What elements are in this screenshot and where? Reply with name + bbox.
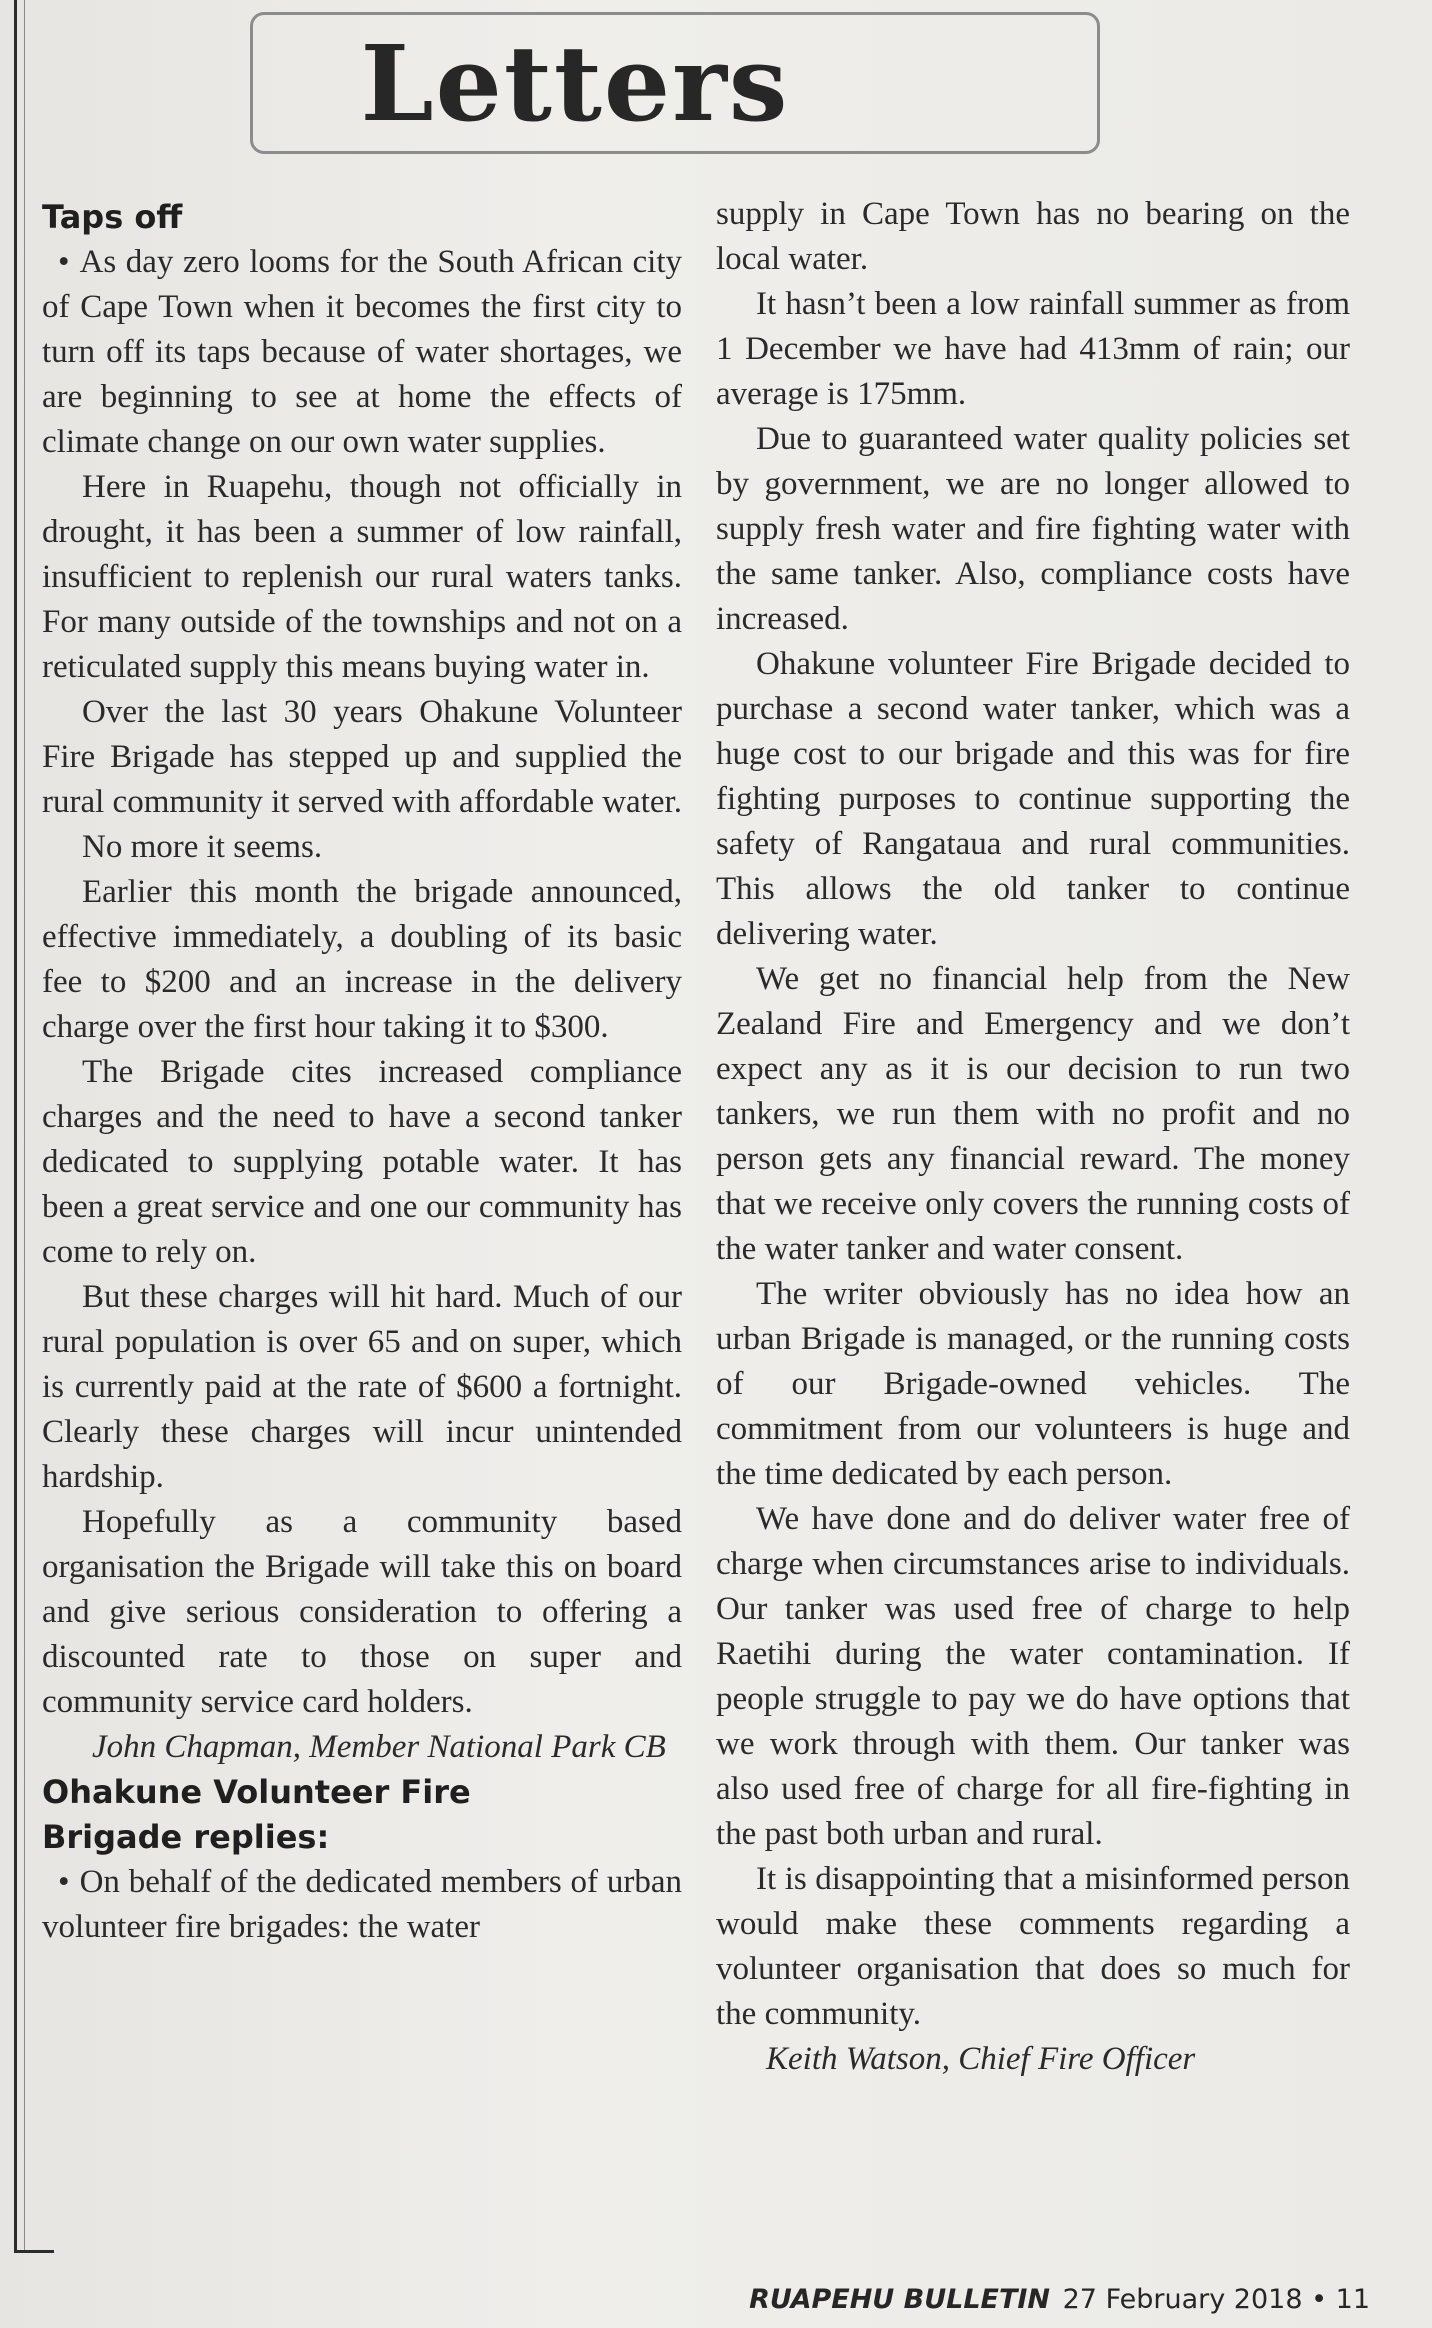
letter-paragraph: Due to guaranteed water quality policies set by government, we are no longer allowed to supply fresh water and fire fighting water with the same tanker. Also, compliance costs have increased. (716, 421, 1350, 637)
letter-paragraph: Over the last 30 years Ohakune Volunteer Fire Brigade has stepped up and supplied the rural community it served with affordable water. (42, 694, 682, 820)
page-number: 11 (1335, 2284, 1370, 2315)
letter-paragraph: It hasn’t been a low rainfall summer as from 1 December we have had 413mm of rain; our average is 175mm. (716, 286, 1350, 412)
letter-signature: Keith Watson, Chief Fire Officer (766, 2041, 1196, 2077)
right-column (716, 192, 1350, 2082)
letter-paragraph: • On behalf of the dedicated members of urban volunteer fire brigades: the water (42, 1864, 682, 1945)
publication-name: RUAPEHU BULLETIN (749, 2284, 1051, 2315)
letter-headline: Taps off (42, 198, 183, 236)
bullet-icon: • (58, 244, 70, 280)
bullet-icon: • (58, 1864, 70, 1900)
letter-paragraph: But these charges will hit hard. Much of our rural population is over 65 and on super, which is currently paid at the rate of $600 a fortnight. Clearly these charges will incur unintended hardship. (42, 1279, 682, 1495)
page-footer (630, 2284, 1370, 2315)
column-rule-thin (24, 0, 25, 2250)
section-masthead (250, 12, 1100, 154)
letter-paragraph: We have done and do deliver water free of charge when circumstances arise to individuals. Our tanker was used free of charge to help Raetihi during the water contamination. If people struggle to pay we do have options that we work through with them. Our tanker was also used free of charge for all fire-fighting in the past both urban and rural. (716, 1501, 1350, 1852)
column-rule (14, 0, 17, 2250)
letter-paragraph: The Brigade cites increased compliance charges and the need to have a second tanker dedicated to supplying potable water. It has been a great service and one our community has come to rely on. (42, 1054, 682, 1270)
section-title: Letters (360, 21, 790, 145)
bottom-rule (14, 2250, 54, 2253)
letter-paragraph: The writer obviously has no idea how an urban Brigade is managed, or the running costs of our Brigade-owned vehicles. The commitment from our volunteers is huge and the time dedicated by each person. (716, 1276, 1350, 1492)
letter-paragraph: Hopefully as a community based organisation the Brigade will take this on board and give serious consideration to offering a discounted rate to those on super and community service card holders. (42, 1504, 682, 1720)
left-column (42, 195, 682, 1950)
letter-paragraph: We get no financial help from the New Zealand Fire and Emergency and we don’t expect any as it is our decision to run two tankers, we run them with no profit and no person gets any financial reward. The money that we receive only covers the running costs of the water tanker and water consent. (716, 961, 1350, 1267)
letter-paragraph: Earlier this month the brigade announced, effective immediately, a doubling of its basic fee to $200 and an increase in the delivery charge over the first hour taking it to $300. (42, 874, 682, 1045)
letter-paragraph: supply in Cape Town has no bearing on the local water. (716, 196, 1350, 277)
letter-paragraph: Ohakune volunteer Fire Brigade decided to purchase a second water tanker, which was a huge cost to our brigade and this was for fire fighting purposes to continue supporting the safety of Rangataua and rural communities. This allows the old tanker to continue delivering water. (716, 646, 1350, 952)
issue-date: 27 February 2018 (1062, 2284, 1303, 2315)
letter-paragraph: • As day zero looms for the South African city of Cape Town when it becomes the first city to turn off its taps because of water shortages, we are beginning to see at home the effects of climate change on our own water supplies. (42, 244, 682, 460)
letter-signature: John Chapman, Member National Park CB (92, 1729, 666, 1765)
reply-headline: Ohakune Volunteer Fire Brigade replies: (42, 1773, 471, 1856)
letter-paragraph: It is disappointing that a misinformed person would make these comments regarding a volunteer organisation that does so much for the community. (716, 1861, 1350, 2032)
footer-separator: • (1311, 2284, 1328, 2315)
letter-paragraph: Here in Ruapehu, though not officially in drought, it has been a summer of low rainfall, insufficient to replenish our rural waters tanks. For many outside of the townships and not on a reticulated supply this means buying water in. (42, 469, 682, 685)
letter-paragraph: No more it seems. (82, 829, 323, 865)
